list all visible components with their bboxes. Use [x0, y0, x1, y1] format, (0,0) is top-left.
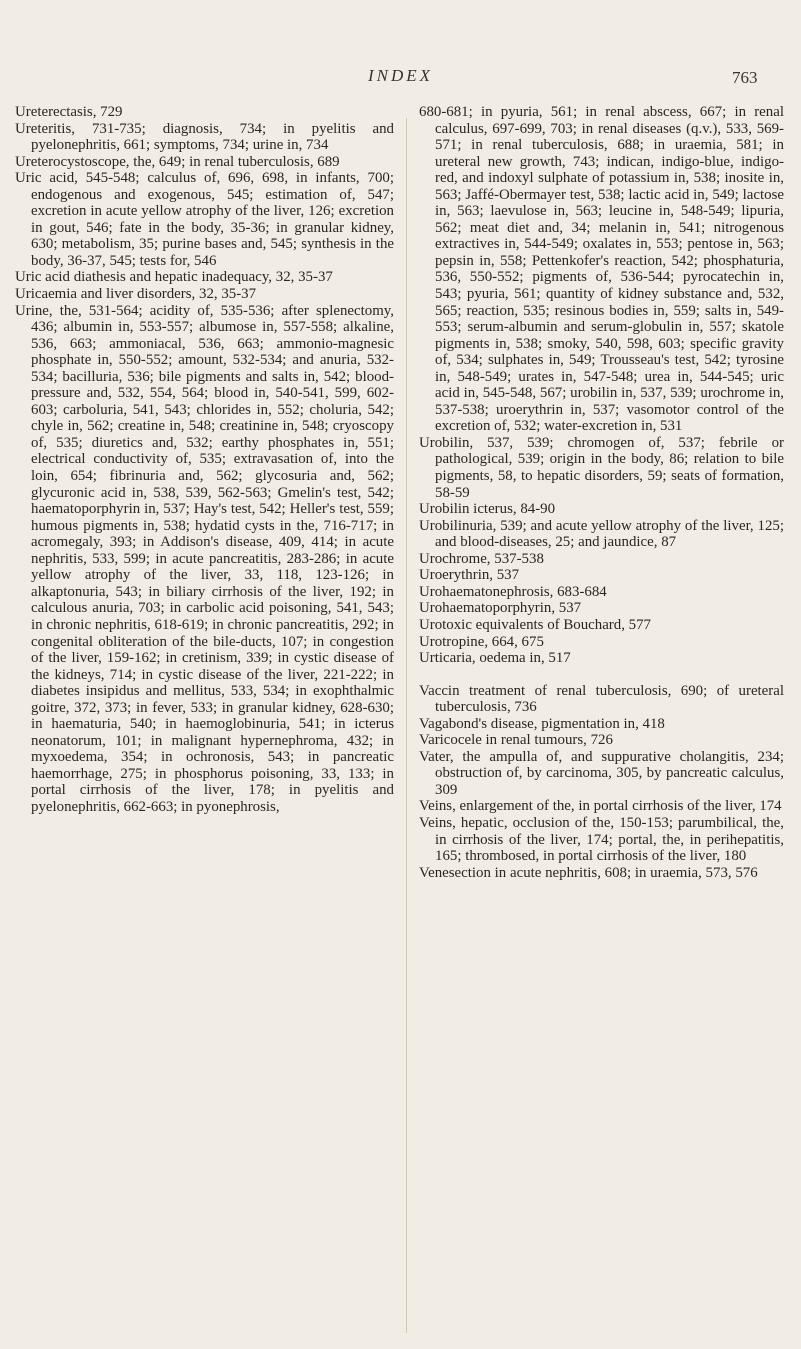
index-entry: 680-681; in pyuria, 561; in renal abscess, 667; in renal calculus, 697-699, 703; in renal diseases (q.v.), 533, 569-571; in renal tuberculosis, 688; in uraemia, 581; in ureteral new growth, 743; indican, indigo-blue, indigo-red, and indoxyl sulphate of potassium in, 538; inosite in, 563; Jaffé-Obermayer test, 538; lactic acid in, 549; lactose in, 563; laevulose in, 563; leucine in, 548-549; lipuria, 562; meat diet and, 34; melanin in, 541; nitrogenous extractives in, 544-549; oxalates in, 553; pentose in, 563; pepsin in, 558; Pettenkofer's reaction, 542; phosphaturia, 536, 550-552; pigments of, 536-544; pyrocatechin in, 543; pyuria, 561; quantity of kidney substance and, 532, 565; reaction, 535; resinous bodies in, 559; salts in, 549-553; serum-albumin and serum-globulin in, 557; skatole pigments in, 538; smoky, 540, 598, 603; specific gravity of, 534; sulphates in, 549; Trousseau's test, 542; tyrosine in, 548-549; urates in, 547-548; urea in, 544-545; uric acid in, 545-548, 567; urobilin in, 537, 539; urochrome in, 537-538; uroerythrin in, 537; vasomotor control of the excretion of, 532; water-excretion in, 531 — [419, 104, 784, 435]
index-entry: Vagabond's disease, pigmentation in, 418 — [419, 715, 665, 732]
index-entry: Veins, enlargement of the, in portal cirrhosis of the liver, 174 — [419, 798, 782, 815]
index-entry: Uric acid diathesis and hepatic inadequacy, 32, 35-37 — [15, 269, 333, 286]
index-entry: Urohaematonephrosis, 683-684 — [419, 583, 607, 600]
index-entry: Urticaria, oedema in, 517 — [419, 650, 571, 667]
section-gap — [419, 667, 784, 683]
index-entry: Urotropine, 664, 675 — [419, 633, 544, 650]
index-entry: Ureterocystoscope, the, 649; in renal tuberculosis, 689 — [15, 153, 340, 170]
running-head: INDEX — [367, 66, 434, 85]
index-entry: Uroerythrin, 537 — [419, 567, 520, 584]
index-entry: Veins, hepatic, occlusion of the, 150-153; parumbilical, the, in cirrhosis of the liver, 174; portal, the, in perihepatitis, 165; thrombosed, in portal cirrhosis of the liver, 180 — [419, 814, 784, 865]
index-entry: Urobilin icterus, 84-90 — [419, 501, 556, 518]
index-entry: Urine, the, 531-564; acidity of, 535-536; after splenectomy, 436; albumin in, 553-557; albumose in, 557-558; alkaline, 536, 663; ammoniacal, 536, 663; ammonio-magnesic phosphate in, 550-552; amount, 532-534; and anuria, 532-534; bacilluria, 536; bile pigments and salts in, 542; blood-pressure and, 532, 554, 564; blood in, 540-541, 599, 602-603; carboluria, 541, 543; chlorides in, 552; choluria, 542; chyle in, 562; creatine in, 548; creatinine in, 548; cryoscopy of, 535; diuretics and, 532; earthy phosphates in, 551; electrical conductivity of, 535; extravasation of, into the loin, 654; fibrinuria and, 562; glycosuria and, 562; glycuronic acid in, 538, 539, 562-563; Gmelin's test, 542; haematoporphyrin in, 537; Hay's test, 542; Heller's test, 559; humous pigments in, 538; hydatid cysts in the, 716-717; in acromegaly, 393; in Addison's disease, 409, 414; in acute nephritis, 533, 599; in acute pancreatitis, 283-286; in acute yellow atrophy of the liver, 33, 118, 123-126; in alkaptonuria, 543; in biliary cirrhosis of the liver, 192; in calculous anuria, 703; in carbolic acid poisoning, 541, 543; in chronic nephritis, 618-619; in chronic pancreatitis, 292; in congenital obliteration of the bile-ducts, 107; in congestion of the liver, 159-162; in cretinism, 339; in cystic disease of the kidneys, 714; in cystic disease of the liver, 221-222; in diabetes insipidus and mellitus, 533, 534; in exophthalmic goitre, 372, 373; in fever, 533; in granular kidney, 628-630; in haematuria, 540; in haemoglobinuria, 541; in icterus neonatorum, 101; in malignant hypernephroma, 432; in myxoedema, 354; in ochronosis, 543; in pancreatic haemorrhage, 275; in phosphorus poisoning, 33, 133; in portal cirrhosis of the liver, 178; in pyelitis and pyelonephritis, 662-663; in pyonephrosis, — [15, 302, 394, 815]
index-entry: Varicocele in renal tumours, 726 — [419, 732, 613, 749]
index-column-right — [419, 104, 784, 881]
index-entry: Urotoxic equivalents of Bouchard, 577 — [419, 616, 651, 633]
index-column-left — [15, 104, 394, 816]
index-entry: Uric acid, 545-548; calculus of, 696, 698, in infants, 700; endogenous and exogenous, 545; estimation of, 547; excretion in acute yellow atrophy of the liver, 126; excretion in gout, 546; fate in the body, 35-36; in granular kidney, 630; metabolism, 35; purine bases and, 545; synthesis in the body, 36-37, 545; tests for, 546 — [15, 170, 394, 269]
index-entry: Urobilin, 537, 539; chromogen of, 537; febrile or pathological, 539; origin in the body, 86; relation to bile pigments, 58, to hepatic disorders, 59; seats of formation, 58-59 — [419, 434, 784, 501]
index-entry: Urobilinuria, 539; and acute yellow atrophy of the liver, 125; and blood-diseases, 25; and jaundice, 87 — [419, 517, 784, 551]
column-divider — [406, 118, 407, 1333]
index-entry: Venesection in acute nephritis, 608; in uraemia, 573, 576 — [419, 864, 758, 881]
index-entry: Ureterectasis, 729 — [15, 104, 123, 120]
index-entry: Vaccin treatment of renal tuberculosis, 690; of ureteral tuberculosis, 736 — [419, 682, 784, 716]
index-entry: Urohaematoporphyrin, 537 — [419, 600, 582, 617]
index-entry: Vater, the ampulla of, and suppurative cholangitis, 234; obstruction of, by carcinoma, 305, by pancreatic calculus, 309 — [419, 748, 784, 798]
index-entry: Uricaemia and liver disorders, 32, 35-37 — [15, 286, 257, 303]
index-entry: Ureteritis, 731-735; diagnosis, 734; in pyelitis and pyelonephritis, 661; symptoms, 734; urine in, 734 — [15, 120, 394, 154]
page-number: 763 — [732, 68, 758, 87]
index-entry: Urochrome, 537-538 — [419, 550, 544, 567]
